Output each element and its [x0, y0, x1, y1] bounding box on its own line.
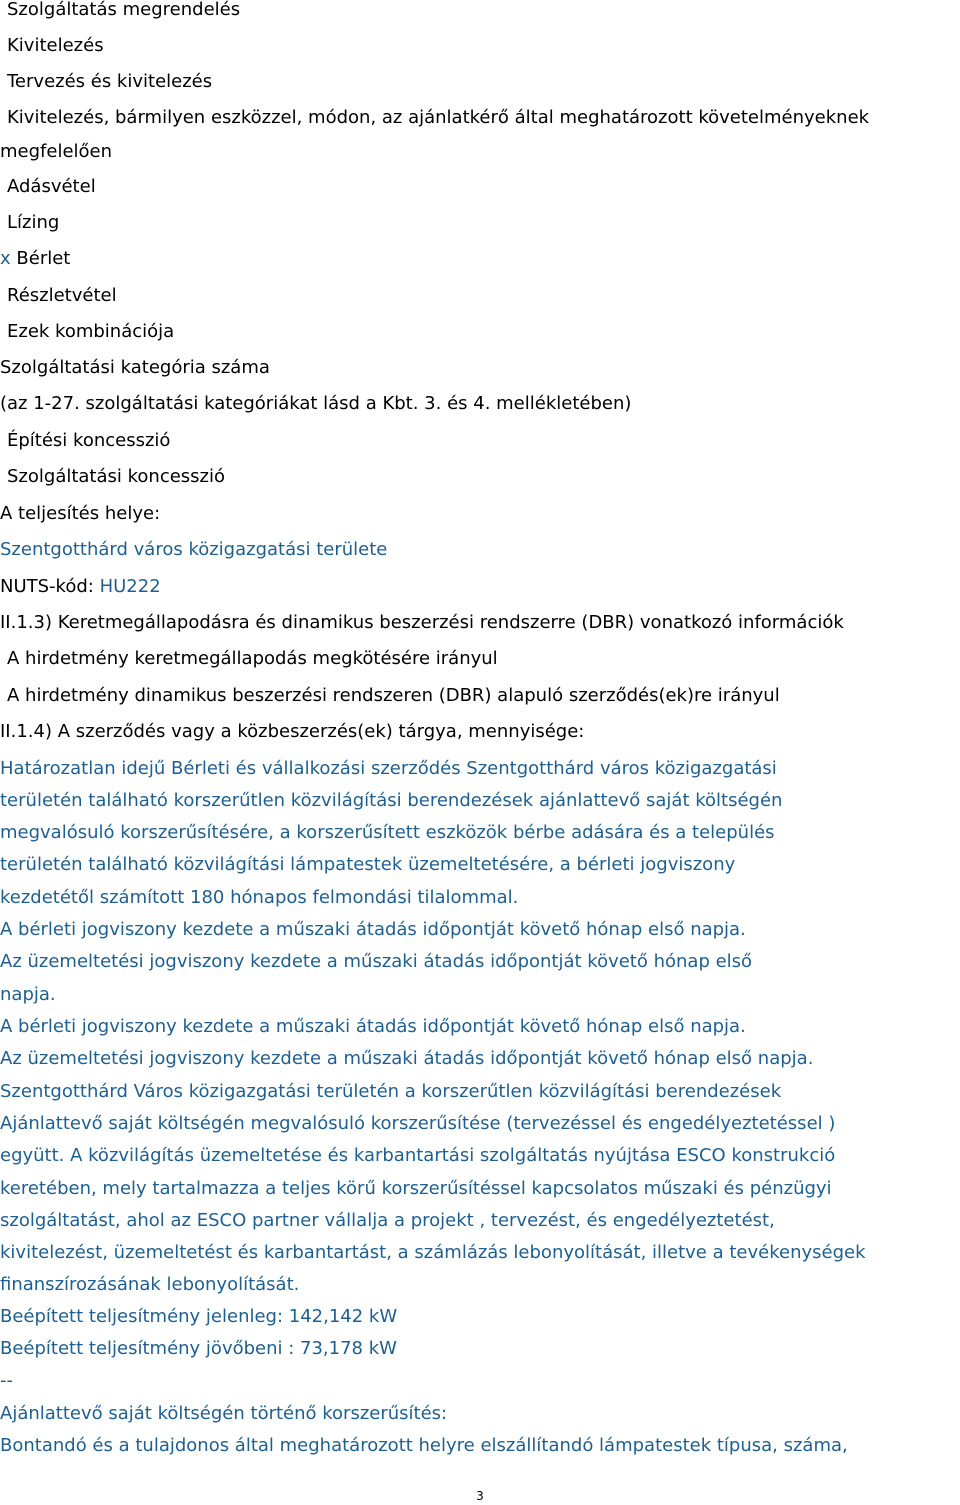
description-line: Bontandó és a tulajdonos által meghatározott helyre elszállítandó lámpatestek típusa, száma, — [0, 1435, 848, 1456]
option-dps-contract: A hirdetmény dinamikus beszerzési rendszeren (DBR) alapuló szerződés(ek)re irányul — [7, 685, 780, 706]
description-line: finanszírozásának lebonyolítását. — [0, 1274, 300, 1295]
option-hire-purchase: Részletvétel — [7, 285, 117, 306]
description-line: Szentgotthárd Város közigazgatási területén a korszerűtlen közvilágítási berendezések — [0, 1081, 782, 1102]
service-category-note: (az 1-27. szolgáltatási kategóriákat lásd a Kbt. 3. és 4. mellékletében) — [0, 393, 632, 414]
service-category-heading: Szolgáltatási kategória száma — [0, 357, 270, 378]
description-line: kezdetétől számított 180 hónapos felmondási tilalommal. — [0, 887, 519, 908]
option-construction-any-means: Kivitelezés, bármilyen eszközzel, módon, az ajánlatkérő által meghatározott követelményeknek — [7, 107, 870, 128]
option-leasing: Lízing — [7, 212, 60, 233]
option-service-order: Szolgáltatás megrendelés — [7, 0, 241, 20]
description-line: Ajánlattevő saját költségén történő korszerűsítés: — [0, 1403, 448, 1424]
description-line: területén található korszerűtlen közvilágítási berendezések ajánlattevő saját költségén — [0, 790, 783, 811]
checked-mark: x — [0, 248, 11, 269]
nuts-code-label: NUTS-kód: — [0, 576, 94, 597]
description-line: Határozatlan idejű Bérleti és vállalkozási szerződés Szentgotthárd város közigazgatási — [0, 758, 777, 779]
option-combination: Ezek kombinációja — [7, 321, 175, 342]
description-line: -- — [0, 1370, 13, 1391]
description-line: együtt. A közvilágítás üzemeltetése és karbantartási szolgáltatás nyújtása ESCO konstrukció — [0, 1145, 836, 1166]
page-number: 3 — [476, 1489, 484, 1503]
option-construction: Kivitelezés — [7, 35, 104, 56]
description-line: A bérleti jogviszony kezdete a műszaki átadás időpontját követő hónap első napja. — [0, 919, 746, 940]
description-line: területén található közvilágítási lámpatestek üzemeltetésére, a bérleti jogviszony — [0, 854, 736, 875]
description-line: kivitelezést, üzemeltetést és karbantartást, a számlázás lebonyolítását, illetve a tevékenységek — [0, 1242, 866, 1263]
description-line: Beépített teljesítmény jövőbeni : 73,178 kW — [0, 1338, 397, 1359]
option-service-concession: Szolgáltatási koncesszió — [7, 466, 226, 487]
description-line: Az üzemeltetési jogviszony kezdete a műszaki átadás időpontját követő hónap első — [0, 951, 753, 972]
description-line: Ajánlattevő saját költségén megvalósuló korszerűsítése (tervezéssel és engedélyeztetéssel ) — [0, 1113, 836, 1134]
description-line: keretében, mely tartalmazza a teljes körű korszerűsítéssel kapcsolatos műszaki és pénzügyi — [0, 1178, 832, 1199]
description-line: megvalósuló korszerűsítésére, a korszerűsített eszközök bérbe adására és a település — [0, 822, 775, 843]
description-line: A bérleti jogviszony kezdete a műszaki átadás időpontját követő hónap első napja. — [0, 1016, 746, 1037]
option-construction-any-means-cont: megfelelően — [0, 141, 113, 162]
place-of-performance-label: A teljesítés helye: — [0, 503, 161, 524]
description-line: napja. — [0, 984, 56, 1005]
section-ii-1-3-heading: II.1.3) Keretmegállapodásra és dinamikus beszerzési rendszerre (DBR) vonatkozó információk — [0, 612, 844, 633]
description-line: Beépített teljesítmény jelenleg: 142,142 kW — [0, 1306, 398, 1327]
option-rental-label: Bérlet — [16, 248, 71, 269]
section-ii-1-4-heading: II.1.4) A szerződés vagy a közbeszerzés(ek) tárgya, mennyisége: — [0, 721, 585, 742]
description-line: szolgáltatást, ahol az ESCO partner vállalja a projekt , tervezést, és engedélyeztetést, — [0, 1210, 775, 1231]
option-works-concession: Építési koncesszió — [7, 430, 171, 451]
description-line: Az üzemeltetési jogviszony kezdete a műszaki átadás időpontját követő hónap első napja. — [0, 1048, 814, 1069]
option-design-and-construction: Tervezés és kivitelezés — [7, 71, 213, 92]
option-purchase: Adásvétel — [7, 176, 96, 197]
nuts-code — [0, 575, 161, 599]
option-rental — [0, 247, 70, 271]
place-of-performance-value: Szentgotthárd város közigazgatási területe — [0, 539, 388, 560]
nuts-code-value: HU222 — [99, 576, 161, 597]
option-framework-agreement: A hirdetmény keretmegállapodás megkötésére irányul — [7, 648, 498, 669]
